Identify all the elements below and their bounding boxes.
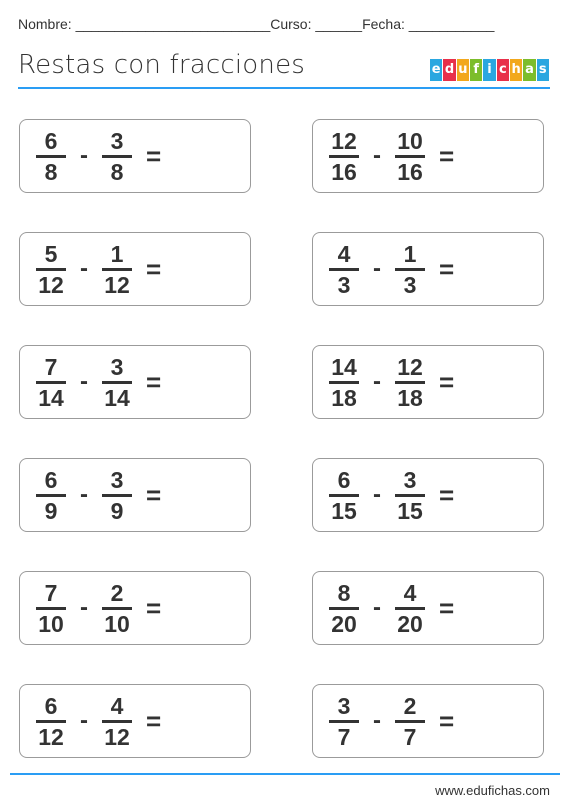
logo-letter: d [443, 59, 455, 81]
minus-sign: - [80, 481, 88, 508]
fraction-bar [36, 607, 66, 610]
fraction-subtrahend [102, 354, 132, 411]
minus-sign: - [80, 142, 88, 169]
exercise-card [19, 345, 251, 419]
subtraction-expression [329, 691, 454, 751]
title-divider [18, 87, 550, 89]
numerator: 6 [337, 466, 351, 493]
logo-letter: u [457, 59, 469, 81]
exercise-card [312, 684, 544, 758]
denominator: 20 [331, 610, 357, 637]
fraction-subtrahend [102, 693, 132, 750]
denominator: 10 [104, 610, 130, 637]
subtraction-expression [36, 126, 161, 186]
equals-sign: = [146, 253, 162, 284]
numerator: 8 [337, 579, 351, 606]
fraction-minuend [36, 241, 66, 298]
fraction-subtrahend [395, 354, 425, 411]
numerator: 4 [110, 692, 124, 719]
numerator: 6 [44, 466, 58, 493]
subtraction-expression [36, 352, 161, 412]
equals-sign: = [146, 705, 162, 736]
exercise-card [19, 119, 251, 193]
fraction-minuend [329, 128, 359, 185]
fraction-subtrahend [102, 580, 132, 637]
fraction-subtrahend [395, 241, 425, 298]
denominator: 9 [44, 497, 58, 524]
fraction-bar [102, 607, 132, 610]
subtraction-expression [36, 691, 161, 751]
exercise-card [312, 345, 544, 419]
fraction-minuend [36, 693, 66, 750]
denominator: 12 [38, 723, 64, 750]
minus-sign: - [373, 255, 381, 282]
minus-sign: - [80, 594, 88, 621]
exercise-card [19, 232, 251, 306]
exercise-card [312, 232, 544, 306]
fraction-bar [36, 494, 66, 497]
exercise-card [19, 458, 251, 532]
equals-sign: = [146, 479, 162, 510]
fraction-subtrahend [102, 241, 132, 298]
logo-letter: a [523, 59, 535, 81]
numerator: 5 [44, 240, 58, 267]
fraction-bar [329, 720, 359, 723]
numerator: 7 [44, 579, 58, 606]
minus-sign: - [373, 707, 381, 734]
equals-sign: = [146, 140, 162, 171]
fraction-bar [102, 494, 132, 497]
minus-sign: - [373, 481, 381, 508]
logo-letter: h [510, 59, 522, 81]
fraction-bar [395, 720, 425, 723]
fraction-minuend [329, 354, 359, 411]
exercise-card [312, 119, 544, 193]
logo-letter: f [470, 59, 482, 81]
fraction-bar [329, 494, 359, 497]
equals-sign: = [439, 140, 455, 171]
numerator: 12 [331, 127, 357, 154]
minus-sign: - [80, 255, 88, 282]
denominator: 16 [397, 158, 423, 185]
numerator: 14 [331, 353, 357, 380]
numerator: 3 [110, 353, 124, 380]
denominator: 7 [337, 723, 351, 750]
fraction-subtrahend [395, 467, 425, 524]
numerator: 4 [403, 579, 417, 606]
student-info-line: Nombre: _________________________Curso: ______Fecha: ___________ [18, 16, 495, 32]
subtraction-expression [36, 465, 161, 525]
fraction-subtrahend [395, 128, 425, 185]
denominator: 12 [104, 723, 130, 750]
fraction-subtrahend [395, 580, 425, 637]
numerator: 2 [403, 692, 417, 719]
footer-url: www.edufichas.com [435, 783, 550, 798]
page-title: Restas con fracciones [18, 50, 306, 80]
fraction-bar [329, 381, 359, 384]
equals-sign: = [439, 705, 455, 736]
edufichas-logo [430, 56, 550, 84]
equals-sign: = [146, 366, 162, 397]
denominator: 18 [397, 384, 423, 411]
fraction-minuend [36, 467, 66, 524]
exercise-card [312, 571, 544, 645]
fraction-bar [36, 381, 66, 384]
exercise-card [312, 458, 544, 532]
fraction-bar [36, 155, 66, 158]
logo-letter: e [430, 59, 442, 81]
denominator: 20 [397, 610, 423, 637]
fraction-bar [329, 155, 359, 158]
fraction-minuend [329, 580, 359, 637]
fraction-bar [36, 268, 66, 271]
equals-sign: = [439, 479, 455, 510]
numerator: 3 [337, 692, 351, 719]
subtraction-expression [36, 239, 161, 299]
numerator: 4 [337, 240, 351, 267]
fraction-bar [329, 268, 359, 271]
denominator: 9 [110, 497, 124, 524]
fraction-bar [395, 381, 425, 384]
denominator: 3 [403, 271, 417, 298]
fraction-minuend [329, 241, 359, 298]
fraction-minuend [36, 354, 66, 411]
denominator: 7 [403, 723, 417, 750]
numerator: 3 [110, 466, 124, 493]
fraction-bar [36, 720, 66, 723]
numerator: 1 [110, 240, 124, 267]
numerator: 3 [110, 127, 124, 154]
denominator: 18 [331, 384, 357, 411]
equals-sign: = [439, 253, 455, 284]
fraction-bar [102, 268, 132, 271]
fraction-minuend [36, 128, 66, 185]
subtraction-expression [329, 352, 454, 412]
logo-letter: i [483, 59, 495, 81]
denominator: 12 [38, 271, 64, 298]
footer-divider [10, 773, 560, 775]
subtraction-expression [36, 578, 161, 638]
denominator: 15 [397, 497, 423, 524]
subtraction-expression [329, 126, 454, 186]
fraction-bar [102, 155, 132, 158]
exercise-card [19, 571, 251, 645]
numerator: 6 [44, 127, 58, 154]
fraction-minuend [329, 693, 359, 750]
denominator: 8 [44, 158, 58, 185]
minus-sign: - [373, 142, 381, 169]
numerator: 10 [397, 127, 423, 154]
equals-sign: = [146, 592, 162, 623]
fraction-bar [102, 720, 132, 723]
subtraction-expression [329, 465, 454, 525]
fraction-minuend [36, 580, 66, 637]
equals-sign: = [439, 592, 455, 623]
minus-sign: - [80, 368, 88, 395]
equals-sign: = [439, 366, 455, 397]
logo-letter: c [497, 59, 509, 81]
numerator: 7 [44, 353, 58, 380]
denominator: 10 [38, 610, 64, 637]
numerator: 2 [110, 579, 124, 606]
fraction-bar [395, 607, 425, 610]
fraction-subtrahend [395, 693, 425, 750]
fraction-bar [395, 494, 425, 497]
minus-sign: - [373, 368, 381, 395]
numerator: 12 [397, 353, 423, 380]
numerator: 3 [403, 466, 417, 493]
denominator: 16 [331, 158, 357, 185]
subtraction-expression [329, 578, 454, 638]
fraction-subtrahend [102, 128, 132, 185]
fraction-subtrahend [102, 467, 132, 524]
subtraction-expression [329, 239, 454, 299]
fraction-bar [102, 381, 132, 384]
fraction-bar [395, 268, 425, 271]
denominator: 15 [331, 497, 357, 524]
denominator: 8 [110, 158, 124, 185]
denominator: 14 [38, 384, 64, 411]
fraction-bar [329, 607, 359, 610]
denominator: 12 [104, 271, 130, 298]
fraction-bar [395, 155, 425, 158]
denominator: 3 [337, 271, 351, 298]
denominator: 14 [104, 384, 130, 411]
minus-sign: - [373, 594, 381, 621]
exercise-card [19, 684, 251, 758]
logo-letter: s [537, 59, 549, 81]
fraction-minuend [329, 467, 359, 524]
numerator: 6 [44, 692, 58, 719]
numerator: 1 [403, 240, 417, 267]
minus-sign: - [80, 707, 88, 734]
